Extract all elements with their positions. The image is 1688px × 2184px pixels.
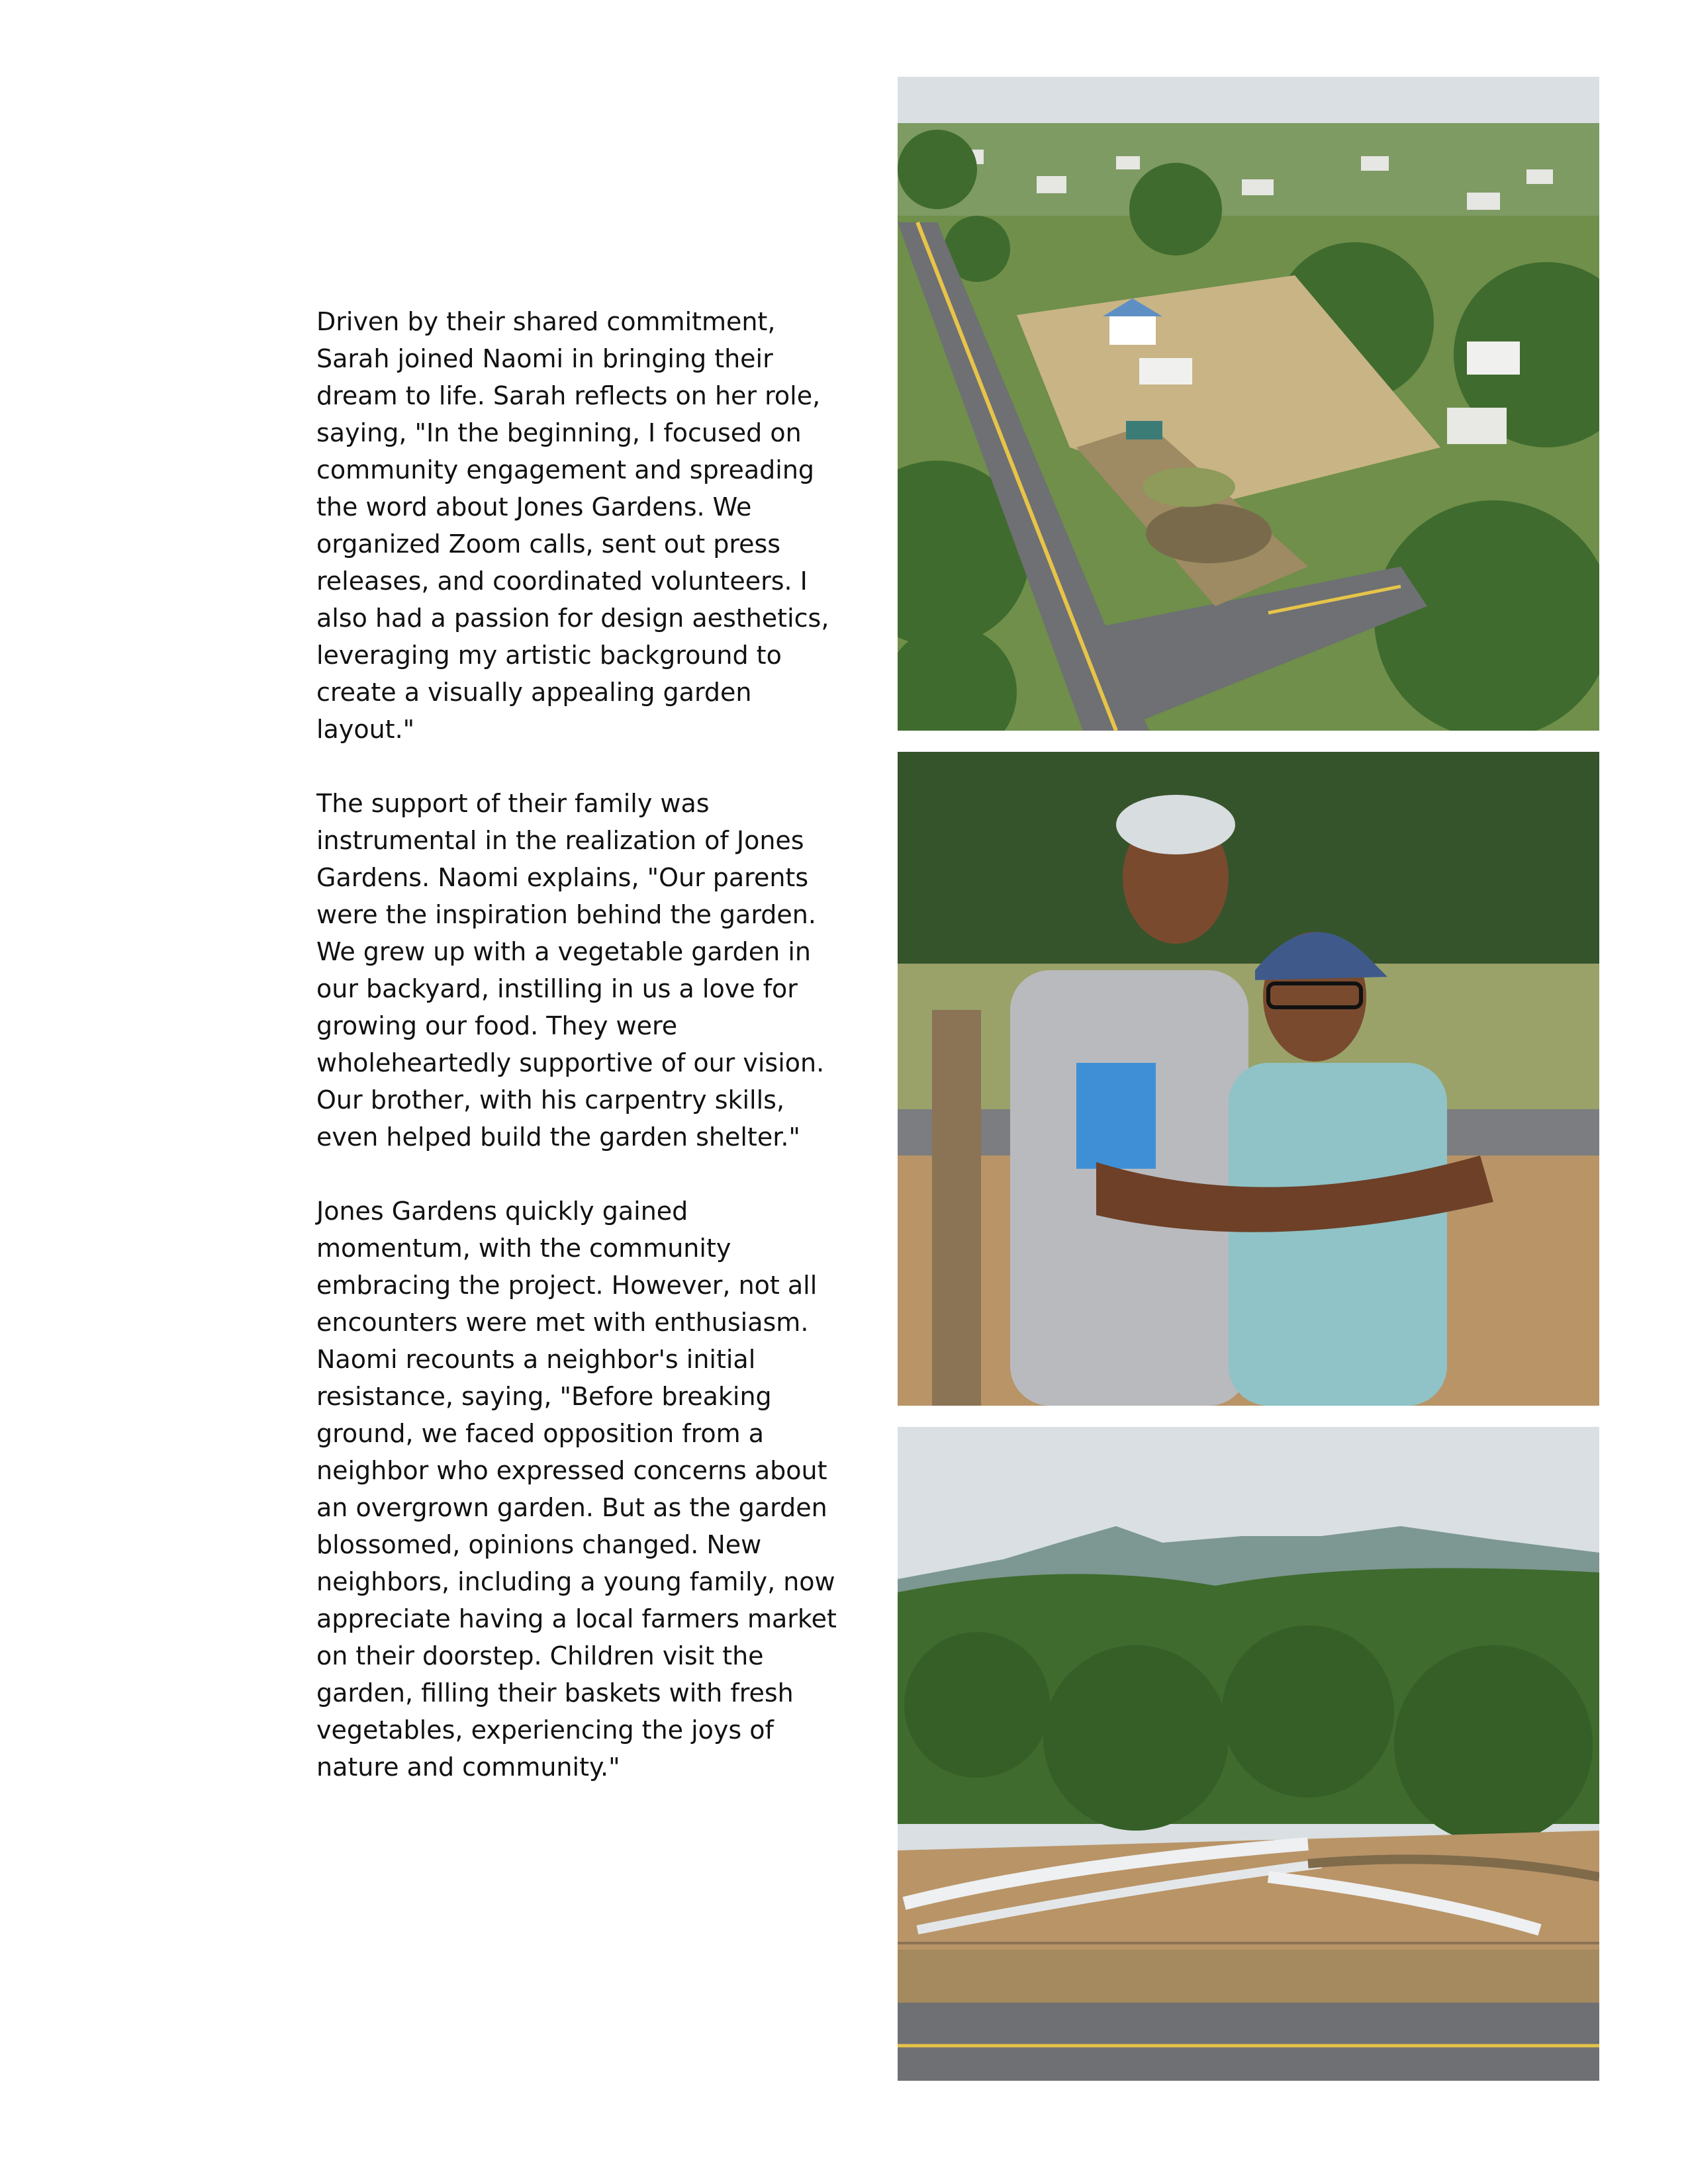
paragraph-family-support: The support of their family was instrumental in the realization of Jones Gardens. Naomi explains, "Our parents were the inspiration behind the garden. We grew up with a vegetable garden in our backyard, instilling in us a love for growing our food. They were wholeheartedly supportive of our vision. Our brother, with his carpentry skills, even helped build the garden shelter." [316,789,825,1152]
aerial-garden-photo [898,77,1599,731]
sisters-portrait-photo [898,752,1599,1406]
article-text [316,303,846,1823]
paragraph-community-momentum: Jones Gardens quickly gained momentum, with the community embracing the project. However, not all encounters were met with enthusiasm. Naomi recounts a neighbor's initial resistance, saying, "Before breaking ground, we faced opposition from a neighbor who expressed concerns about an overgrown garden. But as the garden blossomed, opinions changed. New neighbors, including a young family, now appreciate having a local farmers market on their doorstep. Children visit the garden, filling their baskets with fresh vegetables, experiencing the joys of nature and community." [316,1197,837,1782]
paragraph-sarah-role: Driven by their shared commitment, Sarah joined Naomi in bringing their dream to life. Sarah reflects on her role, saying, "In the beginning, I focused on community engagement and spreading the word about Jones Gardens. We organized Zoom calls, sent out press releases, and coordinated volunteers. I also had a passion for design aesthetics, leveraging my artistic background to create a visually appealing garden layout." [316,307,829,744]
hillside-garden-photo [898,1427,1599,2081]
